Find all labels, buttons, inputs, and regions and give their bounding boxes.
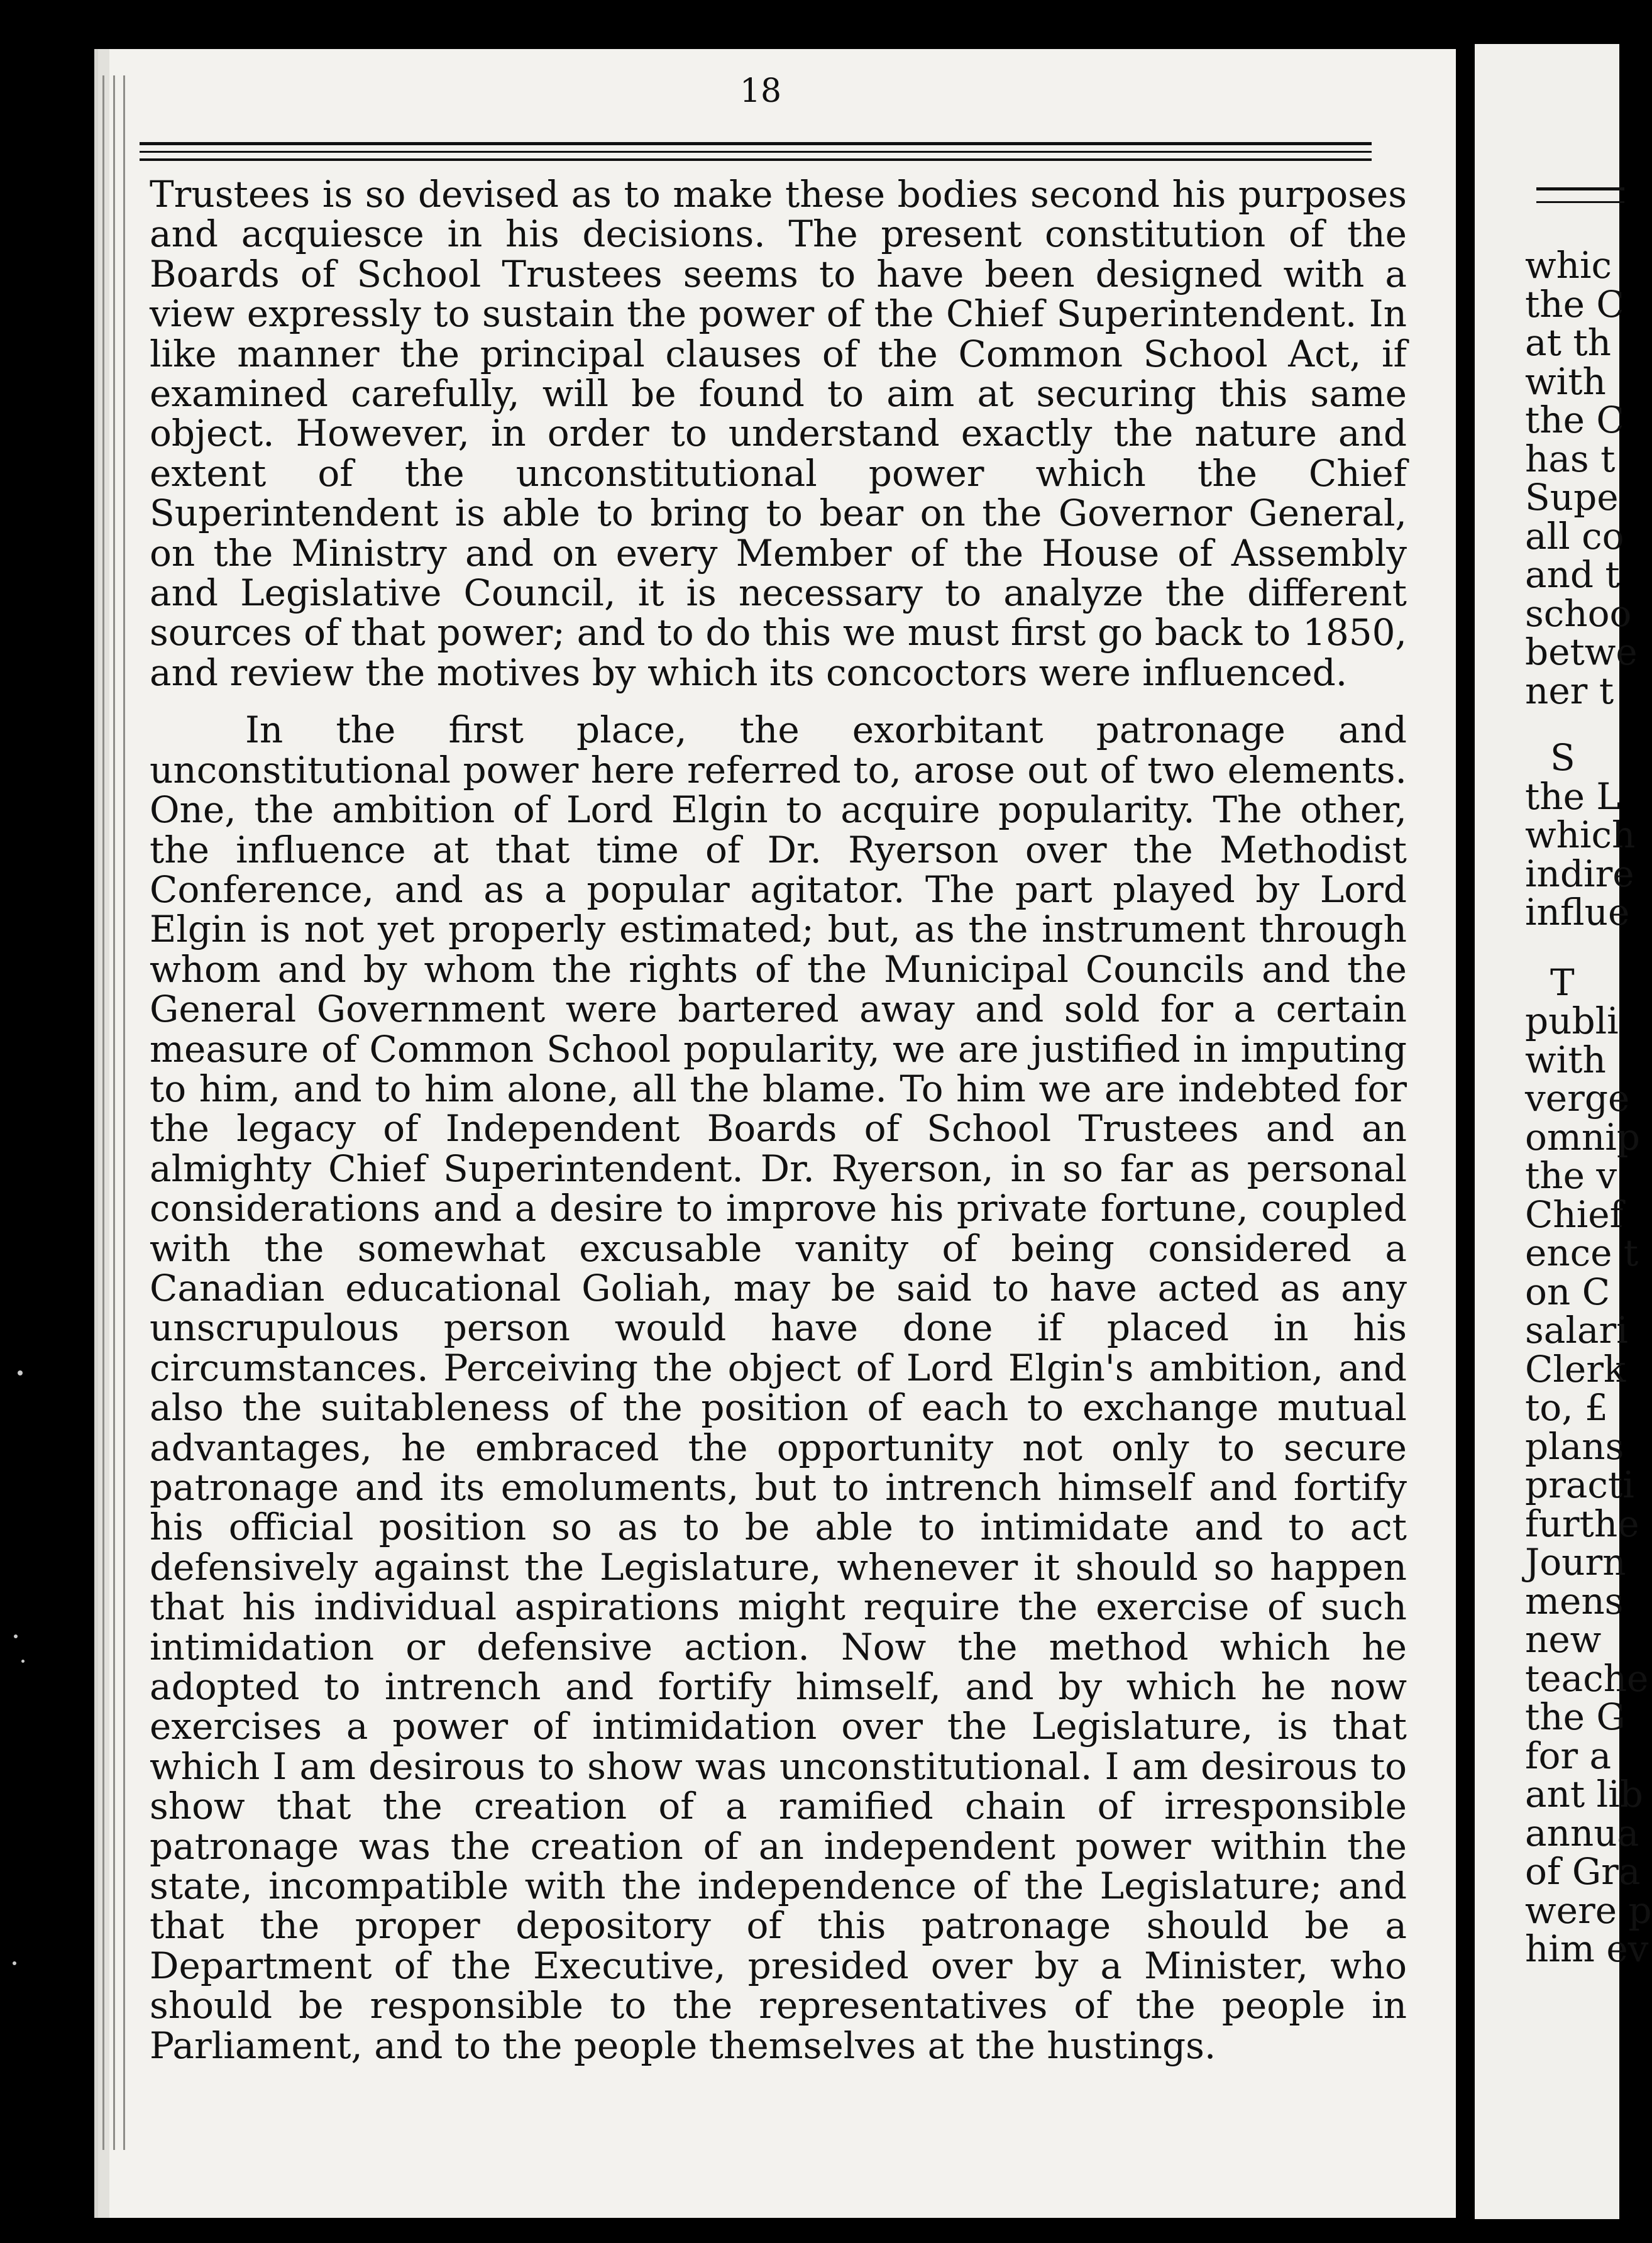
facing-page-rule	[1536, 187, 1624, 190]
facing-page-line: annua	[1525, 1811, 1639, 1854]
facing-page-line: the C	[1525, 282, 1624, 326]
facing-page-line: Chief	[1525, 1193, 1624, 1236]
facing-page-line: which	[1525, 813, 1636, 856]
facing-page-line: Journ	[1525, 1541, 1626, 1584]
facing-page-line: for a	[1525, 1734, 1612, 1777]
facing-page-line: ence t	[1525, 1232, 1639, 1274]
paragraph: Trustees is so devised as to make these bodies second his purposes and acquiesce in his decisions. The present constitution of the Boards of School Trustees seems to have been designed with a view expressly to sustain the power of the Chief Superintendent. In like manner the principal clauses of the Common School Act, if examined carefully, will be found to aim at securing this same object. However, in order to understand exactly the nature and extent of the unconstitutional power which the Chief Superintendent is able to bring to bear on the Governor General, on the Ministry and on every Member of the House of Assembly and Legislative Council, it is necessary to analyze the different sources of that power; and to do this we must first go back to 1850, and review the motives by which its concoctors were influenced.	[150, 173, 1407, 694]
facing-page-line: the G	[1525, 1695, 1626, 1738]
facing-page-line: T	[1550, 961, 1575, 1004]
facing-page-line: Clerk	[1525, 1347, 1626, 1391]
facing-page	[1475, 44, 1652, 2219]
facing-page-line: to, £	[1525, 1386, 1609, 1429]
facing-page-line: of Gra	[1525, 1850, 1641, 1893]
facing-page-line: with	[1525, 360, 1606, 403]
facing-page-line: at th	[1525, 321, 1611, 364]
header-rule	[140, 151, 1372, 153]
facing-page-line: whic	[1525, 244, 1612, 287]
facing-page-line: were p	[1525, 1888, 1652, 1932]
facing-page-line: mens	[1525, 1579, 1624, 1623]
facing-page-line: influe	[1525, 891, 1630, 934]
facing-page-line: teache	[1525, 1656, 1649, 1700]
facing-page-line: the v	[1525, 1154, 1617, 1197]
scan-speck	[14, 1634, 18, 1638]
scan-speck	[21, 1660, 25, 1663]
facing-page-line: betwe	[1525, 631, 1638, 673]
header-rule	[140, 142, 1372, 145]
facing-page-line: furthe	[1525, 1502, 1639, 1545]
facing-page-line: verge	[1525, 1077, 1630, 1120]
page-edge-line	[123, 75, 125, 2150]
facing-page-line: practi	[1525, 1463, 1634, 1506]
facing-page-line: all co	[1525, 514, 1624, 558]
facing-page-line: schoo	[1525, 592, 1632, 635]
facing-page-line: omnip	[1525, 1115, 1640, 1159]
page-edge-line	[113, 75, 115, 2150]
facing-page-rule	[1536, 201, 1624, 203]
facing-page-line: him ev	[1525, 1927, 1649, 1970]
facing-page-line: indire	[1525, 852, 1634, 895]
facing-page-line: plans	[1525, 1425, 1624, 1468]
facing-page-line: and t	[1525, 553, 1620, 596]
facing-page-line: has t	[1525, 437, 1616, 480]
facing-page-line: S	[1550, 736, 1575, 779]
facing-page-line: with	[1525, 1038, 1606, 1081]
facing-page-line: the C	[1525, 399, 1624, 441]
body-text	[150, 175, 1407, 2066]
facing-page-line: Supe	[1525, 476, 1619, 519]
facing-page-line: the L	[1525, 774, 1621, 818]
facing-page-line: publi	[1525, 1000, 1619, 1042]
paragraph: In the first place, the exorbitant patronage and unconstitutional power here referred to, arose out of two elements. One, the ambition of Lord Elgin to acquire popularity. The other, the influence at that time of Dr. Ryerson over the Methodist Conference, and as a popular agitator. The part played by Lord Elgin is not yet properly estimated; but, as the instrument through whom and by whom the rights of the Municipal Councils and the General Government were bartered away and sold for a certain measure of Common School popularity, we are justified in imputing to him, and to him alone, all the blame. To him we are indebted for the legacy of Independent Boards of School Trustees and an almighty Chief Superintendent. Dr. Ryerson, in so far as personal considerations and a desire to improve his private fortune, coupled with the somewhat excusable vanity of being considered a Canadian educational Goliah, may be said to have acted as any unscrupulous person would have done if placed in his circumstances. Perceiving the object of Lord Elgin's ambition, and also the suitableness of the position of each to exchange mutual advantages, he embraced the opportunity not only to secure patronage and its emoluments, but to intrench himself and fortify his official position so as to be able to intimidate and to act defensively against the Legislature, whenever it should so happen that his individual aspirations might require the exercise of such intimidation or defensive action. Now the method which he adopted to intrench and fortify himself, and by which he now exercises a power of intimidation over the Legislature, is that which I am desirous to show was unconstitutional. I am desirous to show that the creation of a ramified chain of irresponsible patronage was the creation of an independent power within the state, incompatible with the independence of the Legislature; and that the proper depository of this patronage should be a Department of the Executive, presided over by a Minister, who should be responsible to the representatives of the people in Parliament, and to the people themselves at the hustings.	[150, 708, 1407, 2067]
page-number: 18	[739, 72, 782, 110]
header-rule	[140, 158, 1372, 161]
facing-page-line: on C	[1525, 1270, 1611, 1313]
scan-speck	[18, 1370, 23, 1375]
facing-page-line: new	[1525, 1618, 1602, 1661]
facing-page-line: ant lib	[1525, 1773, 1643, 1816]
page-edge-line	[102, 75, 104, 2150]
facing-page-line: ner t	[1525, 669, 1614, 712]
scan-speck	[13, 1961, 16, 1965]
facing-page-line: salari	[1525, 1309, 1628, 1352]
